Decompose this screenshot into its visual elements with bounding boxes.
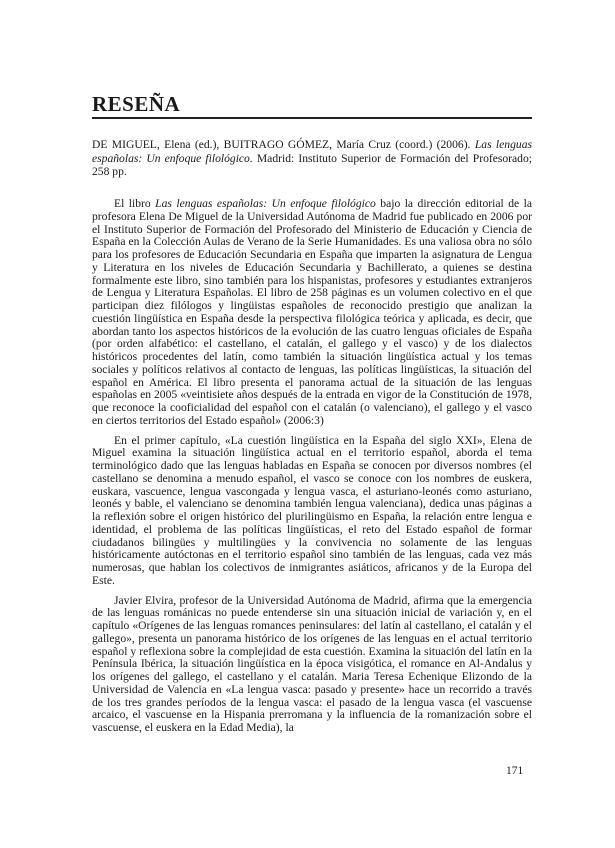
- title-rule: [92, 117, 532, 119]
- section-title: RESEÑA: [92, 92, 181, 116]
- paragraph-3: Javier Elvira, profesor de la Universidad Autónoma de Madrid, afirma que la emergencia de las lenguas románicas no puede entenderse sin una situación inicial de variación y, en el capítulo «Orígenes de las lenguas romances peninsulares: del latín al castellano, el catalán y el gallego», presenta un panorama histórico de los orígenes de las lenguas en el actual territorio español y reflexiona sobre la complejidad de esta cuestión. Examina la situación del latín en la Península Ibérica, la situación lingüística en la época visigótica, el romance en Al-Andalus y los orígenes del gallego, el castellano y el catalán. Maria Teresa Echenique Elizondo de la Universidad de Valencia en «La lengua vasca: pasado y presente» hace un recorrido a través de los tres grandes períodos de la lengua vasca: el pasado de la lengua vasca (el vascuense arcaico, el vascuense en la Hispania prerromana y la influencia de la romanización sobre el vascuense, el euskera en la Edad Media), la: [92, 593, 532, 734]
- citation-book-title: Las lenguas españolas: Un enfoque filológico.: [92, 138, 532, 165]
- citation-authors: DE MIGUEL, Elena (ed.), BUITRAGO GÓMEZ, María Cruz (coord.) (2006).: [92, 138, 471, 151]
- paragraph-1-book-title: Las lenguas españolas: Un enfoque filológico: [155, 197, 376, 210]
- citation-publisher: Madrid: Instituto Superior de Formación del Profesorado; 258 pp.: [92, 151, 532, 178]
- review-body: [92, 198, 532, 742]
- paragraph-2: En el primer capítulo, «La cuestión lingüística en la España del siglo XXI», Elena de Miguel examina la situación lingüística actual en el territorio español, aborda el tema terminológico dado que las lenguas habladas en España se conocen por diversos nombres (el castellano se denomina a menudo español, el vasco se conoce con los nombres de euskera, euskara, vascuence, lengua vascongada y lengua vasca, el asturiano-leonés como asturiano, leonés y bable, el valenciano se denomina también lengua valenciana), dedica unas páginas a la reflexión sobre el origen histórico del plurilingüismo en España, la relación entre lengua e identidad, el problema de las políticas lingüísticas, el reto del Estado español de formar ciudadanos bilingües y multilingües y la convivencia no solamente de las lenguas históricamente autóctonas en el territorio español sino también de las lenguas, cada vez más numerosas, que hablan los colectivos de inmigrantes asiáticos, africanos y de la Europa del Este.: [92, 433, 532, 587]
- paragraph-1-lead: El libro: [114, 197, 151, 210]
- paragraph-1: [92, 198, 532, 428]
- paragraph-1-text: bajo la dirección editorial de la profesora Elena De Miguel de la Universidad Autónoma de Madrid fue publicado en 2006 por el Instituto Superior de Formación del Profesorado del Ministerio de Educación y Ciencia de España en la Colección Aulas de Verano de la Serie Humanidades. Es una valiosa obra no sólo para los profesores de Educación Secundaria en España que imparten la asignatura de Lengua y Literatura en los niveles de Educación Secundaria y Bachillerato, a quienes se destina formalmente este libro, sino también para los hispanistas, profesores y estudiantes extranjeros de Lengua y Literatura Españolas. El libro de 258 páginas es un volumen colectivo en el que participan diez filólogos y lingüistas españoles de reconocido prestigio que analizan la cuestión lingüística en España desde la perspectiva filológica teórica y aplicada, es decir, que abordan tanto los aspectos históricos de la evolución de las cuatro lenguas oficiales de España (por orden alfabético: el castellano, el catalán, el gallego y el vasco) y de los dialectos históricos procedentes del latín, como también la situación lingüística actual y los temas sociales y políticos relativos al contacto de lenguas, las políticas lingüísticas, la situación del español en América. El libro presenta el panorama actual de la situación de las lenguas españolas en 2005 «veintisiete años después de la entrada en vigor de la Constitución de 1978, que reconoce la cooficialidad del español con el catalán (o valenciano), el gallego y el vasco en ciertos territorios del Estado español» (2006:3): [92, 197, 532, 427]
- bibliographic-citation: [92, 138, 532, 179]
- page-number: 171: [506, 765, 524, 777]
